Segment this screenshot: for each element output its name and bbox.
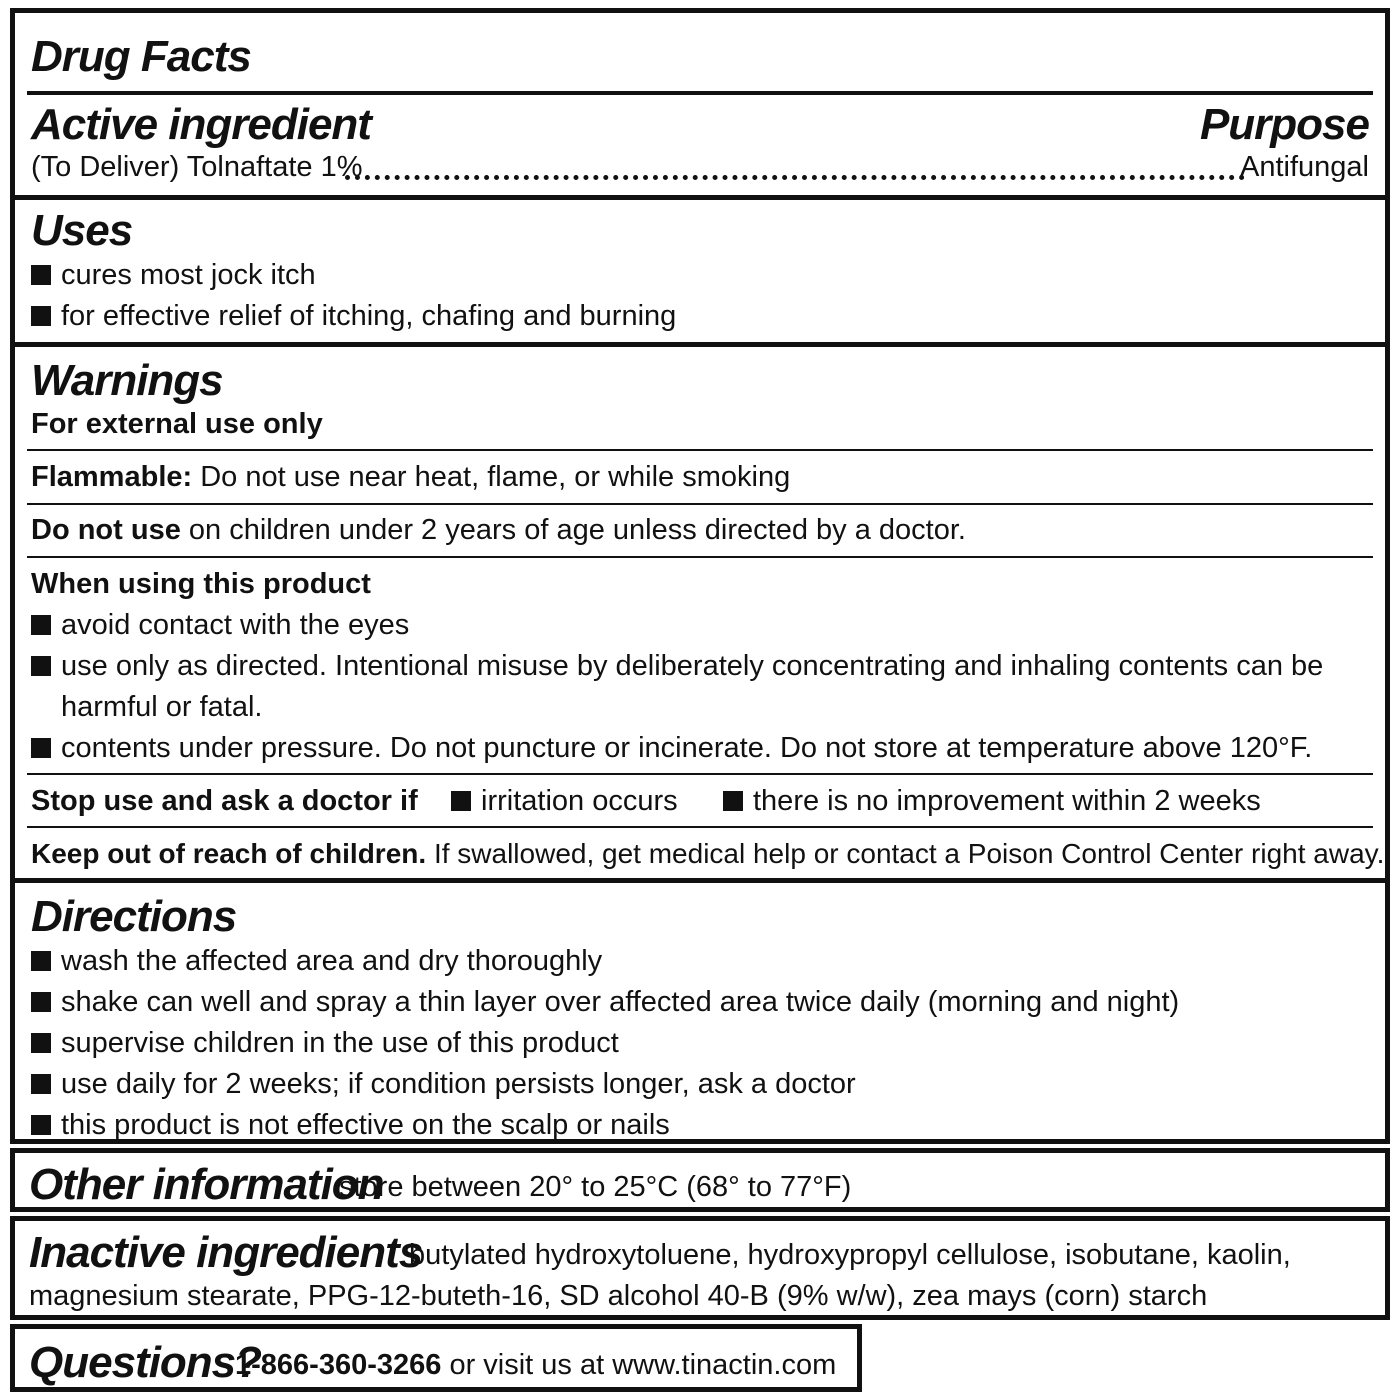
list-item: this product is not effective on the scalp or nails [31,1111,670,1140]
inactive-ingredients-box [10,1216,1390,1320]
list-item: use daily for 2 weeks; if condition persists longer, ask a doctor [31,1070,856,1099]
directions-heading: Directions [31,892,237,941]
list-item: cures most jock itch [31,261,316,290]
active-ingredient-heading: Active ingredient [31,100,371,149]
warning-rule [27,773,1373,775]
list-item: for effective relief of itching, chafing and burning [31,302,676,331]
list-item: use only as directed. Intentional misuse by deliberately concentrating and inhaling contents can be [31,652,1323,681]
section-divider [15,195,1385,200]
list-item: shake can well and spray a thin layer over affected area twice daily (morning and night) [31,988,1179,1017]
bullet-square-icon [31,615,51,635]
keep-out-warning: Keep out of reach of children. If swallowed, get medical help or contact a Poison Control Center right away. [31,838,1385,869]
questions-heading: Questions? [29,1338,262,1387]
list-item: supervise children in the use of this product [31,1029,619,1058]
website-text[interactable]: or visit us at www.tinactin.com [449,1349,837,1381]
when-using-heading: When using this product [31,568,371,600]
inactive-ingredients-line1: butylated hydroxytoluene, hydroxypropyl cellulose, isobutane, kaolin, [409,1239,1291,1271]
warning-rule [27,449,1373,451]
bullet-square-icon [31,951,51,971]
bullet-square-icon [31,992,51,1012]
phone-number[interactable]: 1-866-360-3266 [235,1349,442,1381]
questions-contact [235,1351,836,1380]
flammable-warning: Flammable: Do not use near heat, flame, or while smoking [31,461,791,493]
inactive-ingredients-line2: magnesium stearate, PPG-12-buteth-16, SD alcohol 40-B (9% w/w), zea mays (corn) starch [29,1280,1208,1312]
list-item: irritation occurs [451,787,678,816]
warning-rule [27,826,1373,828]
leader-dots [345,175,1245,180]
uses-heading: Uses [31,206,133,255]
purpose-value: Antifungal [1240,151,1369,183]
section-divider [15,342,1385,347]
drug-facts-title: Drug Facts [31,32,251,81]
inactive-ingredients-heading: Inactive ingredients [29,1228,423,1277]
title-rule [27,91,1373,95]
do-not-use-warning: Do not use on children under 2 years of age unless directed by a doctor. [31,514,966,546]
active-ingredient-value: (To Deliver) Tolnaftate 1% [31,151,363,183]
bullet-square-icon [31,656,51,676]
bullet-square-icon [31,738,51,758]
other-information-heading: Other information [29,1160,384,1209]
bullet-square-icon [31,306,51,326]
external-use-text: For external use only [31,408,323,440]
bullet-square-icon [451,791,471,811]
list-item: avoid contact with the eyes [31,611,409,640]
stop-use-heading: Stop use and ask a doctor if [31,785,418,817]
bullet-square-icon [31,1033,51,1053]
list-item: contents under pressure. Do not puncture or incinerate. Do not store at temperature above 120°F. [31,734,1312,763]
other-information-box [10,1148,1390,1212]
bullet-square-icon [31,1074,51,1094]
section-divider [15,878,1385,883]
bullet-square-icon [31,1115,51,1135]
list-item: there is no improvement within 2 weeks [723,787,1261,816]
list-item: wash the affected area and dry thoroughly [31,947,602,976]
list-item-continued: harmful or fatal. [61,691,263,723]
other-information-text: store between 20° to 25°C (68° to 77°F) [339,1171,852,1203]
warnings-heading: Warnings [31,356,223,405]
bullet-square-icon [723,791,743,811]
questions-box [10,1324,862,1392]
bullet-square-icon [31,265,51,285]
warning-rule [27,503,1373,505]
drug-facts-panel [10,8,1390,1144]
warning-rule [27,556,1373,558]
purpose-heading: Purpose [1199,100,1369,149]
